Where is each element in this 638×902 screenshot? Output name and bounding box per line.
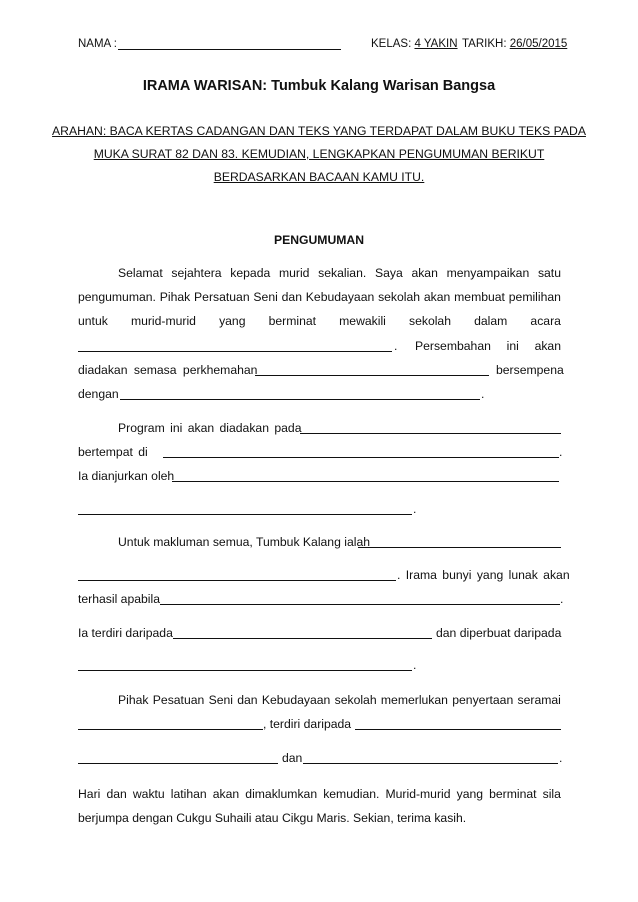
word: murid-murid [130,314,196,328]
word: Kebudayaan [305,290,375,304]
blank-seramai[interactable] [78,729,263,730]
p3-line-4-end: dan diperbuat daripada [436,626,562,640]
p3-line-3-text: terhasil apabila [78,592,160,606]
word: akan [534,339,561,353]
word: waktu [132,787,165,801]
p3-line-5-dot: . [413,658,417,672]
word: penyertaan [452,693,514,707]
word: kepada [230,266,271,280]
word: yang [456,787,484,801]
word: akan [212,787,240,801]
word: Kebudayaan [261,693,331,707]
blank-peserta-1[interactable] [78,763,278,764]
word: Persatuan [194,290,250,304]
p2-line-2-dot: . [559,445,563,459]
tarikh-field [462,38,567,50]
word: Persembahan [415,339,491,353]
p4-line-3-dot: . [559,751,563,765]
blank-diperbuat[interactable] [78,670,412,671]
kelas-label: KELAS: [371,38,412,50]
blank-perkhemahan[interactable] [255,375,489,376]
word: pengumuman. [78,290,156,304]
word: sekolah [334,693,377,707]
p1-line-5-end: bersempena [496,363,564,377]
p3-line-1-text: Untuk makluman semua, Tumbuk Kalang ialah [118,535,371,549]
word: Hari [78,787,101,801]
blank-tumbuk-kalang-1[interactable] [358,547,561,548]
arahan-line-3: BERDASARKAN BACAAN KAMU ITU. [213,170,425,184]
word: akan [411,266,438,280]
word: Seni [208,693,233,707]
word: murid [278,266,310,280]
p1-line-6-dot: . [481,387,485,401]
word: mewakili [339,314,386,328]
p1-line-1 [118,266,561,280]
kelas-field [371,38,458,50]
word: menyampaikan [446,266,530,280]
p2-line-3-text: Ia dianjurkan oleh [78,469,175,483]
p4-line-3-dan: dan [282,751,303,765]
word: yang [219,314,246,328]
word: Pihak [118,693,149,707]
nama-blank[interactable] [118,49,341,50]
word: Seni [253,290,278,304]
page-title: IRAMA WARISAN: Tumbuk Kalang Warisan Bangsa [142,78,496,94]
kelas-value: 4 YAKIN [414,38,458,50]
blank-terhasil[interactable] [160,604,560,605]
p3-line-4-text: Ia terdiri daripada [78,626,173,640]
word: berminat [489,787,537,801]
p5-line-2-text: berjumpa dengan Cukgu Suhaili atau Cikgu Maris. Sekian, terima kasih. [78,811,467,825]
p1-line-5-text: diadakan semasa perkhemahan [78,363,258,377]
word: acara [530,314,561,328]
p1-line-2 [78,290,561,304]
word: Pihak [159,290,191,304]
blank-acara[interactable] [78,351,392,352]
tarikh-label: TARIKH: [462,38,507,50]
blank-penganjur-1[interactable] [172,481,559,482]
word: latihan [170,787,207,801]
blank-bersempena[interactable] [120,399,480,400]
p3-line-3-dot: . [560,592,564,606]
arahan-line-1: ARAHAN: BACA KERTAS CADANGAN DAN TEKS YANG TERDAPAT DALAM BUKU TEKS PADA [52,124,586,138]
word: dalam [474,314,508,328]
word: Pesatuan [152,693,205,707]
word: sekolah [408,314,451,328]
word: dan [237,693,258,707]
word: dimaklumkan [245,787,318,801]
blank-tarikh-program[interactable] [300,433,561,434]
word: Saya [374,266,403,280]
word: sekolah [378,290,421,304]
word: seramai [517,693,561,707]
word: dan [281,290,302,304]
word: ini [506,339,519,353]
p4-line-1 [118,693,561,707]
p1-line-4-dot: . [394,339,398,353]
word: dan [106,787,127,801]
pengumuman-heading: PENGUMUMAN [273,233,365,247]
blank-terdiri[interactable] [173,638,432,639]
word: sejahtera [171,266,222,280]
word: akan [423,290,451,304]
word: sila [542,787,561,801]
word: berminat [268,314,317,328]
word: sekalian. [318,266,367,280]
arahan-line-2: MUKA SURAT 82 DAN 83. KEMUDIAN, LENGKAPKAN PENGUMUMAN BERIKUT [93,147,545,161]
blank-tumbuk-kalang-2[interactable] [78,580,396,581]
p3-line-2-text: . Irama bunyi yang lunak akan [397,568,570,582]
blank-terdiri-daripada[interactable] [355,729,561,730]
p4-line-2-text: , terdiri daripada [263,717,352,731]
blank-penganjur-2[interactable] [78,514,412,515]
tarikh-value: 26/05/2015 [509,38,568,50]
word: untuk [78,314,108,328]
word: Selamat [118,266,163,280]
word: satu [537,266,561,280]
word: memerlukan [380,693,448,707]
nama-label: NAMA : [78,38,117,50]
p1-line-3 [78,314,561,328]
p2-line-2-text: bertempat di [78,445,148,459]
p2-line-1-text: Program ini akan diadakan pada [118,421,302,435]
p1-line-4-text [415,339,561,353]
word: Murid-murid [385,787,451,801]
word: membuat [454,290,505,304]
word: pemilihan [508,290,561,304]
blank-tempat[interactable] [163,457,559,458]
p5-line-1 [78,787,561,801]
word: kemudian. [323,787,380,801]
blank-peserta-2[interactable] [303,763,558,764]
p1-line-6-text: dengan [78,387,119,401]
p2-line-4-dot: . [413,502,417,516]
